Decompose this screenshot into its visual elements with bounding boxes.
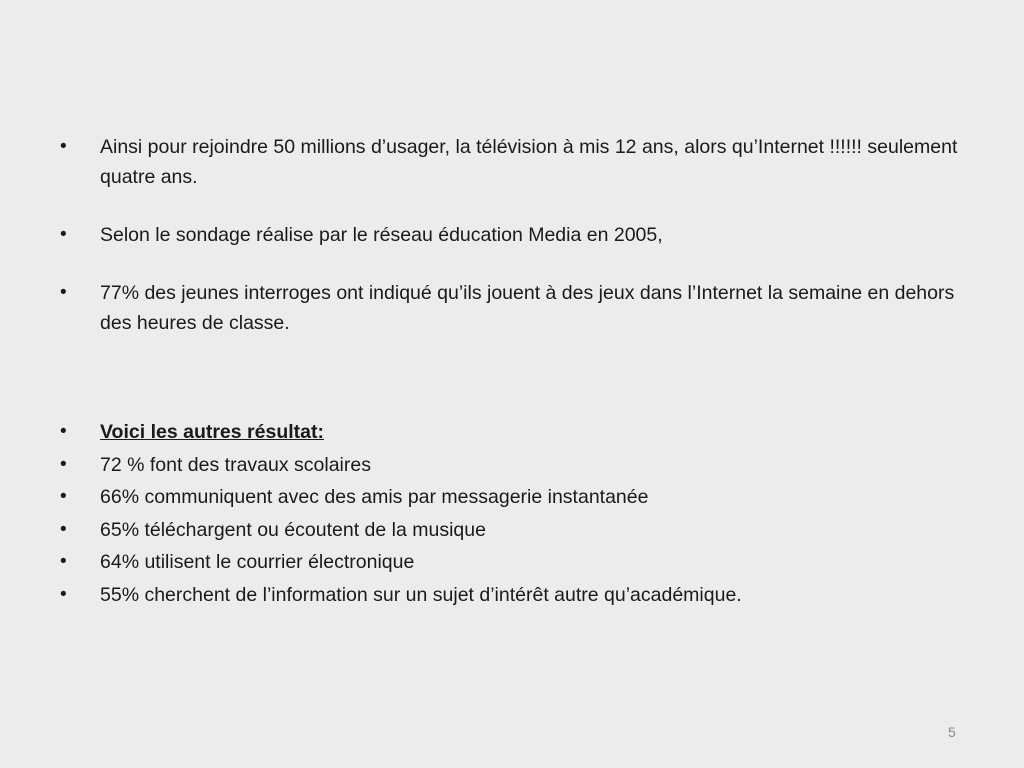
results-heading-item xyxy=(58,417,958,447)
result-item-homework xyxy=(58,450,958,480)
result-text: 66% communiquent avec des amis par messagerie instantanée xyxy=(100,486,649,509)
page-number: 5 xyxy=(948,724,956,740)
intro-bullet-list xyxy=(58,132,958,366)
result-text: 64% utilisent le courrier électronique xyxy=(100,551,415,574)
bullet-text: Selon le sondage réalise par le réseau éducation Media en 2005, xyxy=(100,224,663,246)
results-bullet-list xyxy=(58,417,958,613)
result-text: 65% téléchargent ou écoutent de la musique xyxy=(100,518,486,541)
bullet-item-games xyxy=(58,278,958,338)
bullet-text: 77% des jeunes interroges ont indiqué qu’ils jouent à des jeux dans l’Internet la semaine en dehors des heures de classe. xyxy=(100,282,955,334)
bullet-item-usage xyxy=(58,132,958,192)
result-item-music xyxy=(58,515,958,545)
bullet-text: Ainsi pour rejoindre 50 millions d’usager, la télévision à mis 12 ans, alors qu’Internet !!!!!! seulement quatre ans. xyxy=(100,136,958,188)
result-item-messaging xyxy=(58,482,958,512)
result-text: 55% cherchent de l’information sur un sujet d’intérêt autre qu’académique. xyxy=(100,583,742,606)
result-item-email xyxy=(58,547,958,577)
results-heading: Voici les autres résultat: xyxy=(100,421,324,443)
result-item-information xyxy=(58,580,958,610)
result-text: 72 % font des travaux scolaires xyxy=(100,453,371,476)
bullet-item-survey xyxy=(58,220,958,250)
